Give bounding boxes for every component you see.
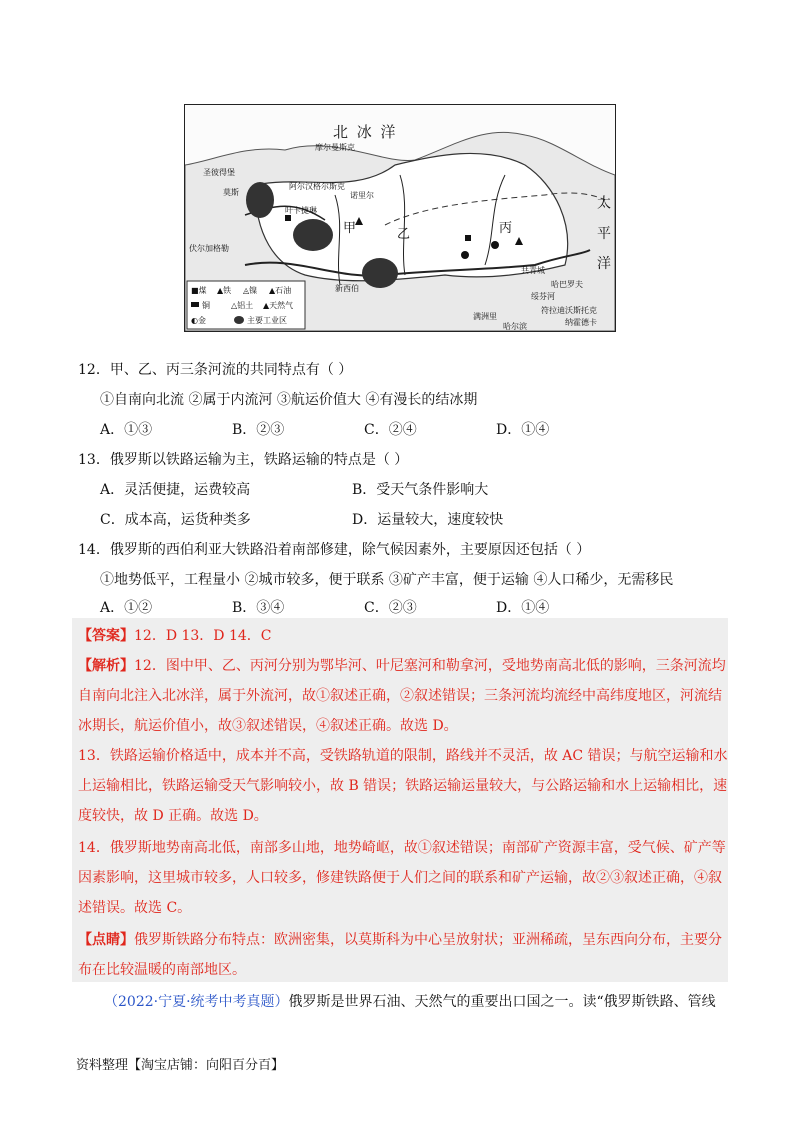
industrial-zone bbox=[362, 258, 398, 288]
label-norilsk: 诺里尔 bbox=[350, 191, 374, 200]
q14-option-c: C．②③ bbox=[364, 600, 417, 616]
answer-line bbox=[78, 626, 272, 646]
russia-map-figure bbox=[184, 104, 616, 332]
q12-option-b: B．②③ bbox=[232, 422, 285, 438]
legend-gold: ◐金 bbox=[191, 316, 206, 325]
legend-nickel: ◬镍 bbox=[243, 286, 258, 295]
label-komsomolsk: 共青城 bbox=[521, 266, 545, 275]
legend-gas: ▲天然气 bbox=[263, 301, 294, 310]
analysis-text-1: 12．图中甲、乙、丙河分别为鄂毕河、叶尼塞河和勒拿河，受地势南高北低的影响，三条河流均 bbox=[134, 658, 726, 674]
q12-option-a: A．①③ bbox=[100, 422, 153, 438]
analysis-line-6: 度较快，故 D 正确。故选 D。 bbox=[78, 808, 268, 824]
next-question-source bbox=[104, 992, 716, 1012]
legend-iron: ▲铁 bbox=[217, 286, 232, 295]
label-novosibirsk: 新西伯 bbox=[335, 284, 359, 293]
q12-option-d: D．①④ bbox=[496, 422, 550, 438]
tip-line-1 bbox=[78, 930, 722, 950]
label-stpetersburg: 圣彼得堡 bbox=[203, 168, 235, 177]
q12-option-c: C．②④ bbox=[364, 422, 417, 438]
label-volgograd: 伏尔加格勒 bbox=[189, 244, 229, 253]
tip-tag: 【点睛】 bbox=[78, 932, 134, 948]
tip-line-2: 布在比较温暖的南部地区。 bbox=[78, 962, 246, 978]
q14-items: ①地势低平，工程量小 ②城市较多，便于联系 ③矿产丰富，便于运输 ④人口稀少，无需移民 bbox=[100, 572, 674, 588]
analysis-line-9: 述错误。故选 C。 bbox=[78, 900, 192, 916]
label-river-jia: 甲 bbox=[343, 221, 357, 236]
analysis-tag: 【解析】 bbox=[78, 658, 134, 674]
source-text: 俄罗斯是世界石油、天然气的重要出口国之一。读“俄罗斯铁路、管线 bbox=[288, 994, 716, 1010]
source-ref: （2022·宁夏·统考中考真题） bbox=[104, 994, 289, 1010]
label-manzhouli: 满洲里 bbox=[473, 312, 497, 321]
q14-stem: 14．俄罗斯的西伯利亚大铁路沿着南部修建，除气候因素外，主要原因还包括（ ） bbox=[78, 542, 591, 558]
legend-bauxite: △铝土 bbox=[231, 301, 254, 310]
label-nakhodka: 纳霍德卡 bbox=[565, 318, 597, 327]
label-river-yi: 乙 bbox=[397, 227, 411, 242]
label-khabarovsk: 哈巴罗夫 bbox=[551, 280, 583, 289]
q13-stem: 13．俄罗斯以铁路运输为主，铁路运输的特点是（ ） bbox=[78, 452, 409, 468]
gold-symbol bbox=[491, 241, 499, 249]
q13-option-a: A．灵活便捷，运费较高 bbox=[100, 482, 251, 498]
q14-option-d: D．①④ bbox=[496, 600, 550, 616]
legend-copper: 铜 bbox=[202, 301, 210, 310]
q13-option-b: B．受天气条件影响大 bbox=[352, 482, 489, 498]
label-harbin: 哈尔滨 bbox=[503, 322, 527, 331]
legend-coal: ■煤 bbox=[191, 286, 207, 295]
legend-industry-swatch bbox=[234, 316, 244, 324]
label-murmansk: 摩尔曼斯克 bbox=[315, 143, 355, 152]
legend-oil: ▲石油 bbox=[269, 286, 292, 295]
answer-tag: 【答案】 bbox=[78, 628, 134, 644]
label-yekaterinburg: 叶卡捷琳 bbox=[285, 206, 317, 215]
q12-items: ①自南向北流 ②属于内流河 ③航运价值大 ④有漫长的结冰期 bbox=[100, 392, 478, 408]
q13-option-d: D．运量较大，速度较快 bbox=[352, 512, 504, 528]
industrial-zone bbox=[293, 219, 333, 251]
analysis-line-2: 自南向北注入北冰洋，属于外流河，故①叙述正确，②叙述错误；三条河流均流经中高纬度地区，河流结 bbox=[78, 688, 722, 704]
label-north-ocean: 北 冰 洋 bbox=[333, 123, 398, 141]
analysis-line-3: 冰期长，航运价值小，故③叙述错误，④叙述正确。故选 D。 bbox=[78, 718, 458, 734]
label-vladivostok: 符拉迪沃斯托克 bbox=[541, 306, 597, 315]
label-moscow: 莫斯 bbox=[223, 188, 239, 197]
q13-option-c: C．成本高，运货种类多 bbox=[100, 512, 251, 528]
q14-option-b: B．③④ bbox=[232, 600, 285, 616]
gold-symbol bbox=[461, 251, 469, 259]
legend-copper-swatch bbox=[191, 302, 199, 307]
tip-text-1: 俄罗斯铁路分布特点：欧洲密集，以莫斯科为中心呈放射状；亚洲稀疏，呈东西向分布，主要分 bbox=[134, 932, 722, 948]
analysis-line-7: 14．俄罗斯地势南高北低，南部多山地，地势崎岖，故①叙述错误；南部矿产资源丰富，受气候、矿产等 bbox=[78, 840, 726, 856]
answer-text: 12．D 13．D 14．C bbox=[134, 628, 272, 644]
analysis-line-8: 因素影响，这里城市较多，人口较多，修建铁路便于人们之间的联系和矿产运输，故②③叙述正确，④叙 bbox=[78, 870, 722, 886]
q12-stem: 12．甲、乙、丙三条河流的共同特点有（ ） bbox=[78, 362, 353, 378]
coal-symbol bbox=[465, 235, 471, 241]
label-arkhangelsk: 阿尔汉格尔斯克 bbox=[289, 182, 345, 191]
label-pacific: 太 平 洋 bbox=[595, 195, 611, 276]
analysis-line-1 bbox=[78, 656, 726, 676]
legend-industry: 主要工业区 bbox=[247, 316, 287, 325]
industrial-zone bbox=[246, 182, 274, 218]
label-hulun: 绥芬河 bbox=[531, 292, 555, 301]
page-footer: 资料整理【淘宝店铺：向阳百分百】 bbox=[76, 1058, 285, 1073]
analysis-line-5: 上运输相比，铁路运输受天气影响较小，故 B 错误；铁路运输运量较大，与公路运输和水上运输相比，速 bbox=[78, 778, 728, 794]
label-river-bing: 丙 bbox=[499, 221, 513, 236]
analysis-line-4: 13．铁路运输价格适中，成本并不高，受铁路轨道的限制，路线并不灵活，故 AC 错误；与航空运输和水 bbox=[78, 748, 728, 764]
q14-option-a: A．①② bbox=[100, 600, 153, 616]
